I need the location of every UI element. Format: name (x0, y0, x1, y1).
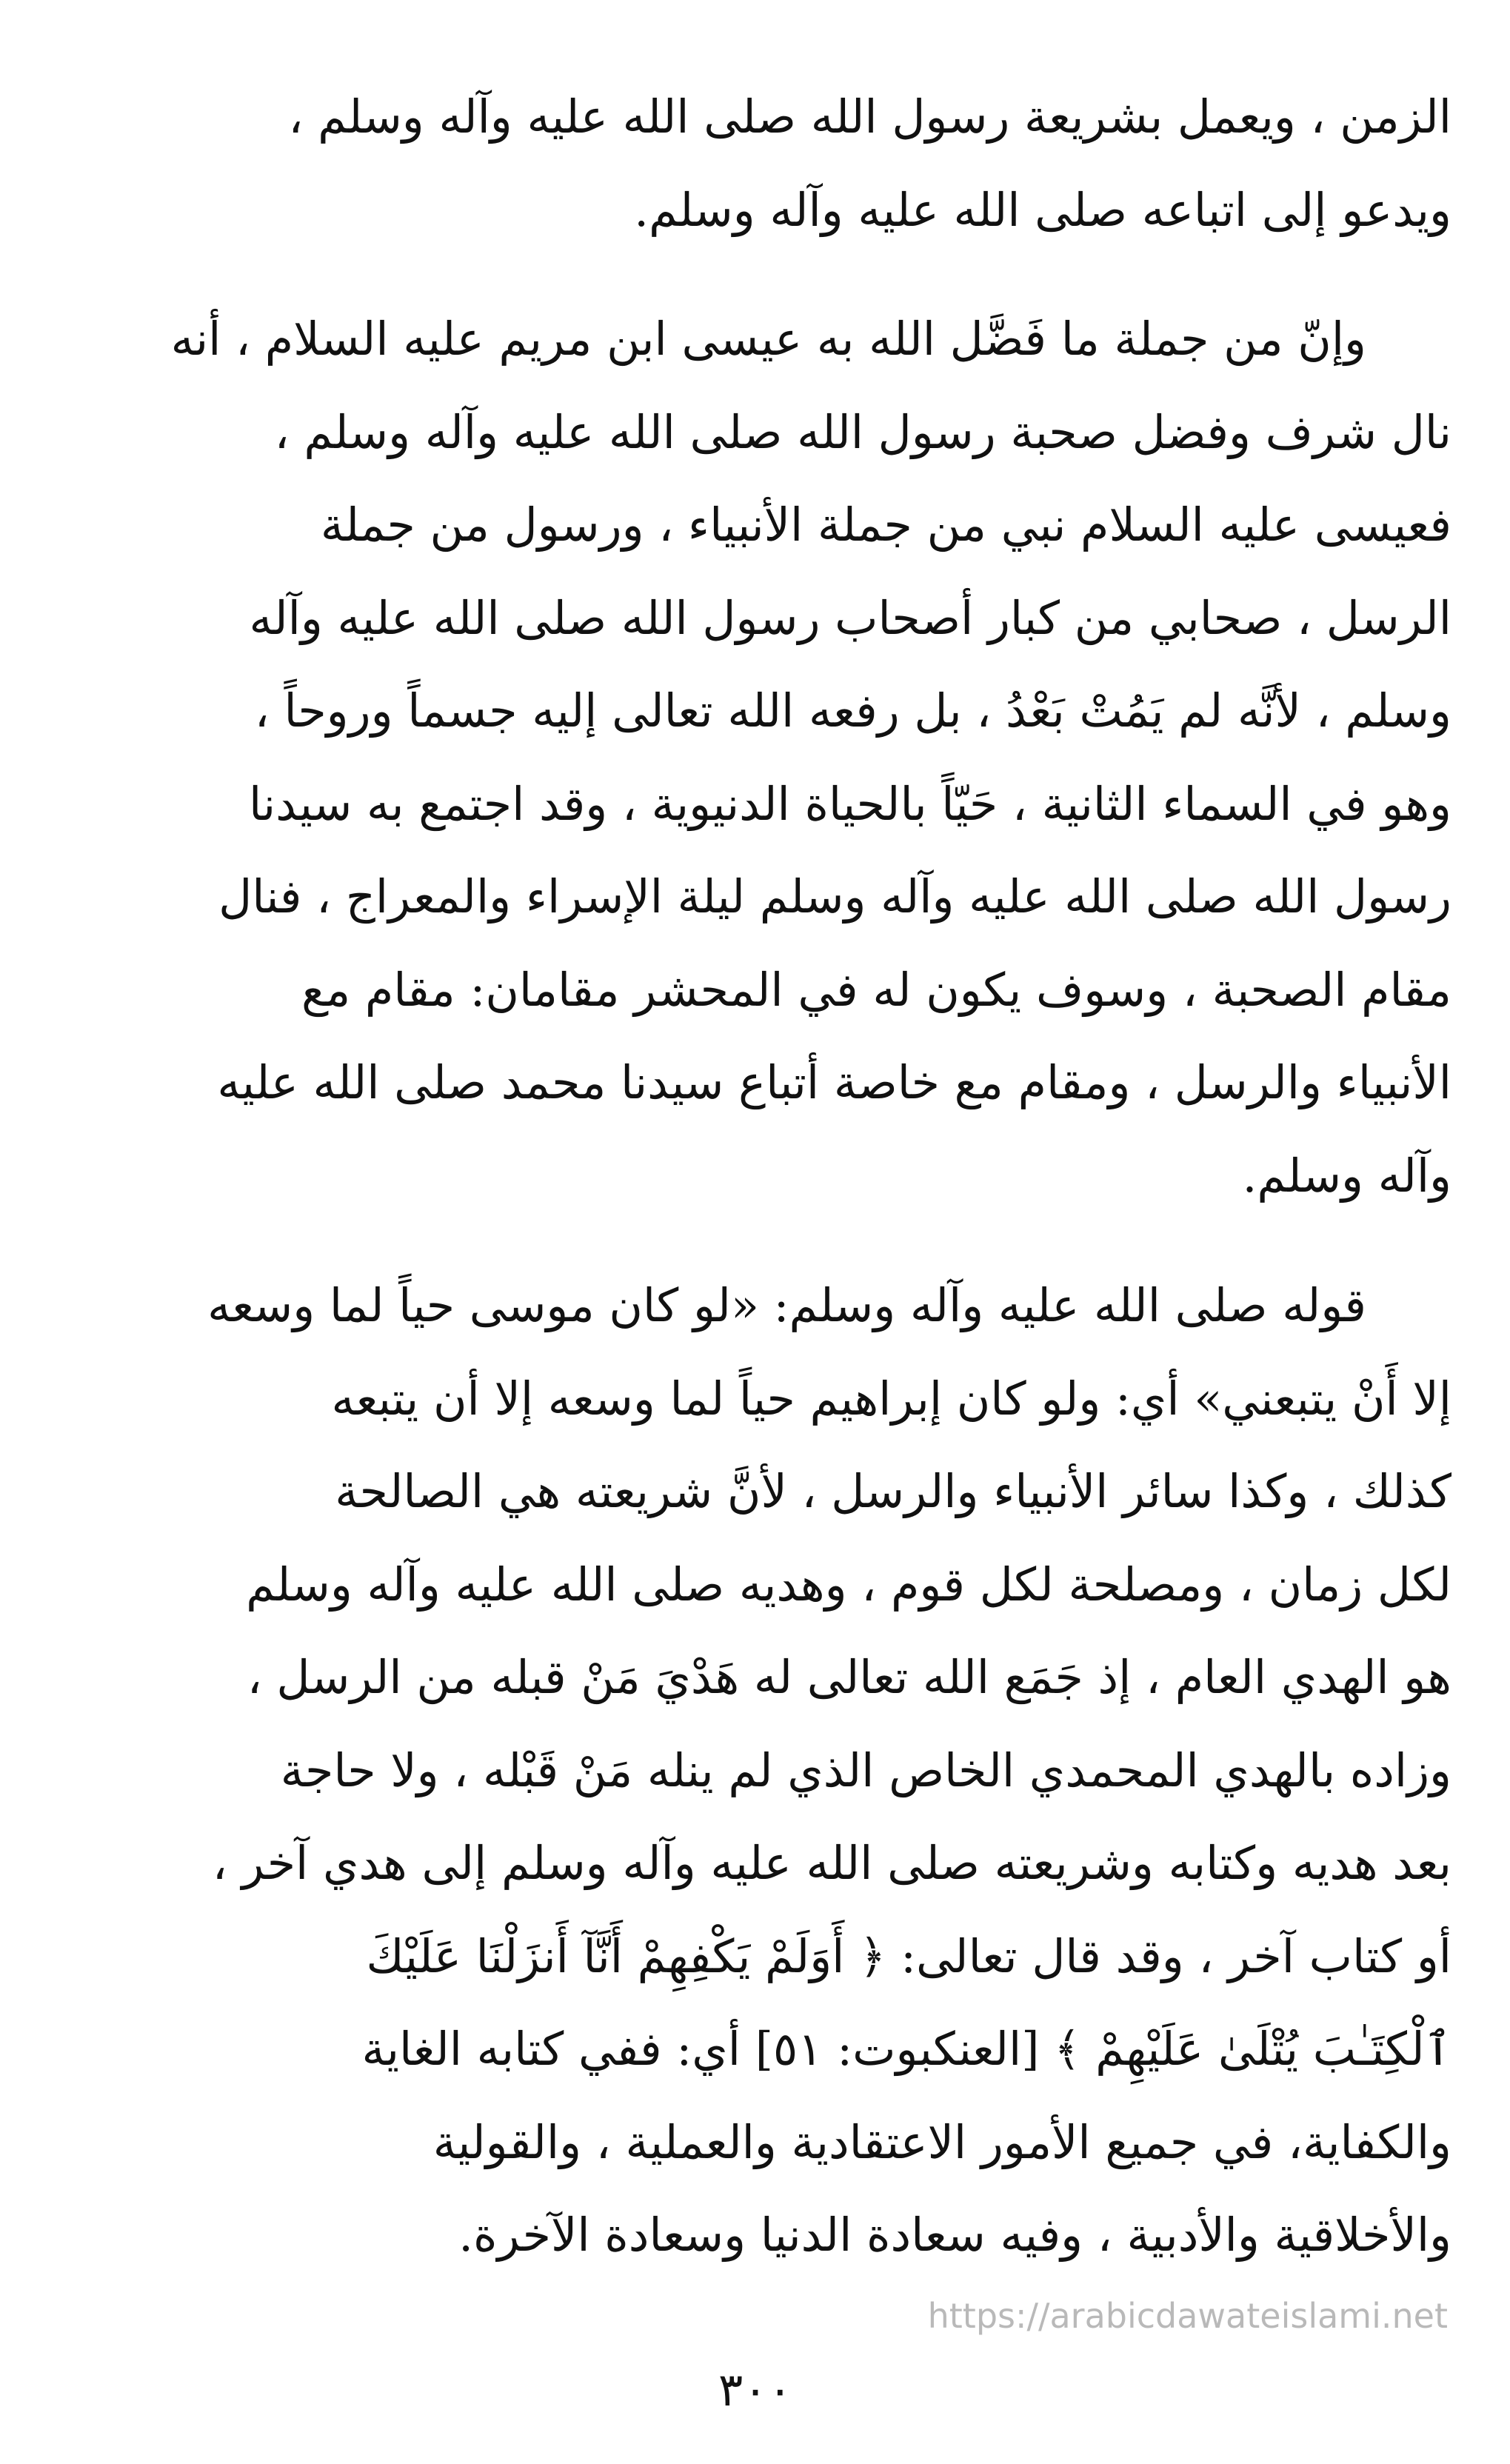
text-line: ويدعو إلى اتباعه صلى الله عليه وآله وسلم. (634, 182, 1451, 237)
text-line: وسلم ، لأنَّه لم يَمُتْ بَعْدُ ، بل رفعه الله تعالى إليه جسماً وروحاً ، (254, 684, 1451, 738)
text-line: والأخلاقية والأدبية ، وفيه سعادة الدنيا وسعادة الآخرة. (458, 2208, 1451, 2262)
text-line: لكل زمان ، ومصلحة لكل قوم ، وهديه صلى الله عليه وآله وسلم (246, 1557, 1451, 1612)
text-line: كذلك ، وكذا سائر الأنبياء والرسل ، لأنَّ شريعته هي الصالحة (335, 1464, 1451, 1518)
text-line: هو الهدي العام ، إذ جَمَع الله تعالى له هَدْيَ مَنْ قبله من الرسل ، (247, 1650, 1451, 1704)
paragraph-2 (67, 293, 1451, 1222)
text-line: مقام الصحبة ، وسوف يكون له في المحشر مقامان: مقام مع (301, 962, 1451, 1017)
text-line: وإنّ من جملة ما فَضَّل الله به عيسى ابن مريم عليه السلام ، أنه (170, 312, 1366, 366)
text-line: الرسل ، صحابي من كبار أصحاب رسول الله صلى الله عليه وآله (249, 590, 1451, 645)
page-number: ٣٠٠ (718, 2363, 792, 2417)
text-line: وآله وسلم. (1242, 1148, 1451, 1203)
text-line: رسول الله صلى الله عليه وآله وسلم ليلة الإسراء والمعراج ، فنال (218, 869, 1451, 924)
paragraph-text (67, 70, 1451, 256)
paragraph-1 (67, 70, 1451, 256)
text-line: قوله صلى الله عليه وآله وسلم: «لو كان موسى حياً لما وسعه (207, 1278, 1366, 1332)
watermark-url: https://arabicdawateislami.net (927, 2296, 1448, 2336)
text-line: نال شرف وفضل صحبة رسول الله صلى الله عليه وآله وسلم ، (274, 404, 1451, 459)
text-line: الزمن ، ويعمل بشريعة رسول الله صلى الله عليه وآله وسلم ، (288, 90, 1451, 144)
quran-verse-line: ٱلْكِتَـٰبَ يُتْلَىٰ عَلَيْهِمْ ﴾ [العنكبوت: ٥١] أي: ففي كتابه الغاية (361, 2022, 1451, 2076)
paragraph-text (67, 293, 1451, 1222)
paragraph-3 (67, 1259, 1451, 2282)
quran-verse-line: أو كتاب آخر ، وقد قال تعالى: ﴿ أَوَلَمْ يَكْفِهِمْ أَنَّآ أَنزَلْنَا عَلَيْكَ (366, 1929, 1451, 1983)
text-line: وهو في السماء الثانية ، حَيّاً بالحياة الدنيوية ، وقد اجتمع به سيدنا (248, 776, 1451, 831)
text-line: فعيسى عليه السلام نبي من جملة الأنبياء ، ورسول من جملة (320, 498, 1451, 552)
text-line: الأنبياء والرسل ، ومقام مع خاصة أتباع سيدنا محمد صلى الله عليه (217, 1055, 1451, 1109)
paragraph-text (67, 1259, 1451, 2282)
text-line: بعد هديه وكتابه وشريعته صلى الله عليه وآله وسلم إلى هدي آخر ، (212, 1836, 1451, 1890)
text-line: إلا أَنْ يتبعني» أي: ولو كان إبراهيم حياً لما وسعه إلا أن يتبعه (331, 1371, 1451, 1426)
text-line: وزاده بالهدي المحمدي الخاص الذي لم ينله مَنْ قَبْله ، ولا حاجة (280, 1743, 1451, 1797)
text-line: والكفاية، في جميع الأمور الاعتقادية والعملية ، والقولية (432, 2114, 1451, 2169)
